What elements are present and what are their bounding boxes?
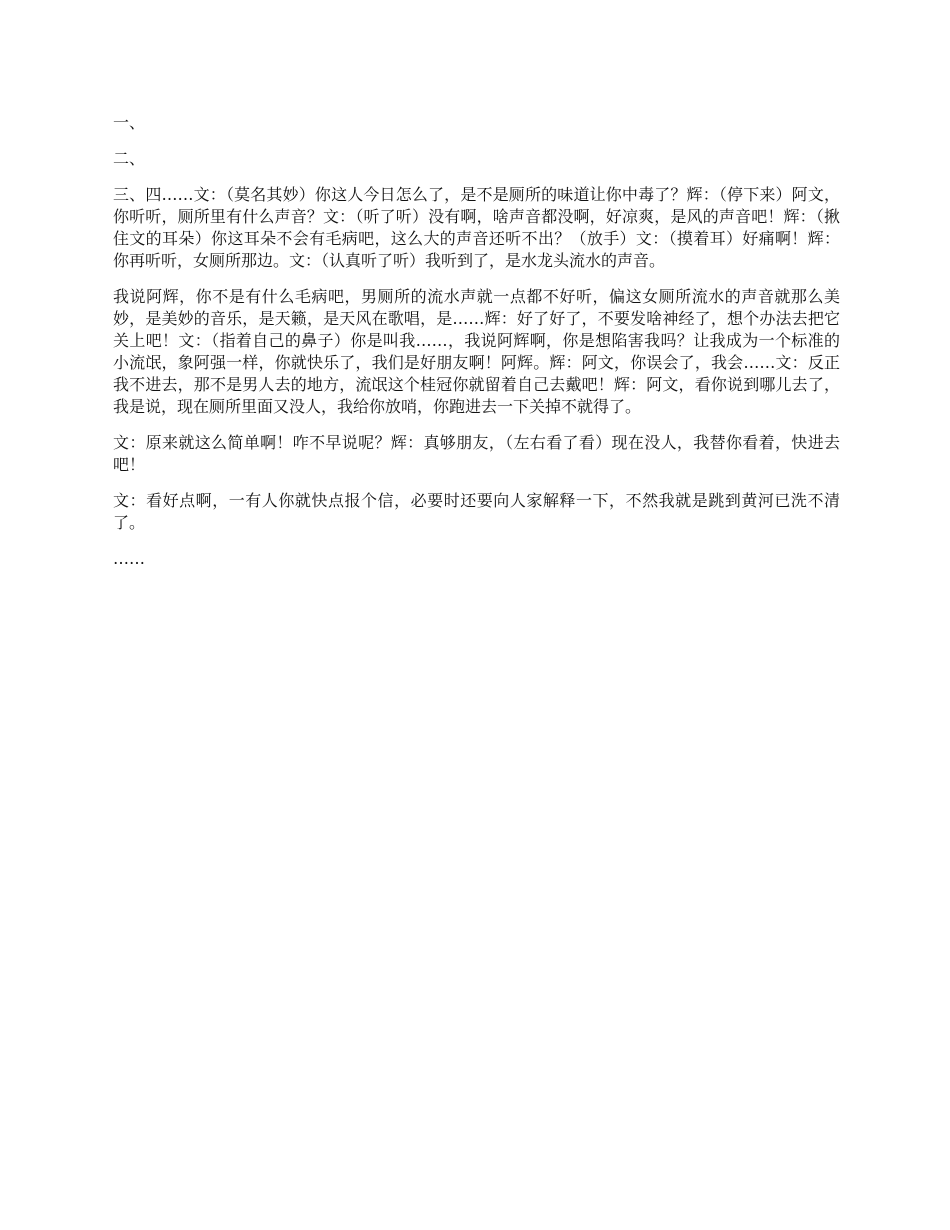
paragraph-4: 我说阿辉，你不是有什么毛病吧，男厕所的流水声就一点都不好听，偏这女厕所流水的声音就那么美妙，是美妙的音乐，是天籁，是天风在歌唱，是……辉：好了好了，不要发啥神经了，想个办法去把它关上吧！文：（指着自己的鼻子）你是叫我……，我说阿辉啊，你是想陷害我吗？让我成为一个标准的小流氓，象阿强一样，你就快乐了，我们是好朋友啊！阿辉。辉：阿文，你误会了，我会……文：反正我不进去，那不是男人去的地方，流氓这个桂冠你就留着自己去戴吧！辉：阿文，看你说到哪儿去了，我是说，现在厕所里面又没人，我给你放哨，你跑进去一下关掉不就得了。 [113,287,840,416]
document-body [113,112,840,584]
paragraph-3: 三、四……文：（莫名其妙）你这人今日怎么了，是不是厕所的味道让你中毒了？辉：（停下来）阿文，你听听，厕所里有什么声音？文：（听了听）没有啊，啥声音都没啊，好凉爽，是风的声音吧！辉：（揪住文的耳朵）你这耳朵不会有毛病吧，这么大的声音还听不出？（放手）文：（摸着耳）好痛啊！辉：你再听听，女厕所那边。文：（认真听了听）我听到了，是水龙头流水的声音。 [113,185,840,270]
paragraph-2: 二、 [113,149,146,168]
paragraph-6: 文：看好点啊，一有人你就快点报个信，必要时还要向人家解释一下，不然我就是跳到黄河已洗不清了。 [113,491,840,532]
paragraph-1: 一、 [113,113,146,132]
paragraph-5: 文：原来就这么简单啊！咋不早说呢？辉：真够朋友，（左右看了看）现在没人，我替你看着，快进去吧！ [113,433,840,474]
paragraph-7: …… [113,549,145,568]
